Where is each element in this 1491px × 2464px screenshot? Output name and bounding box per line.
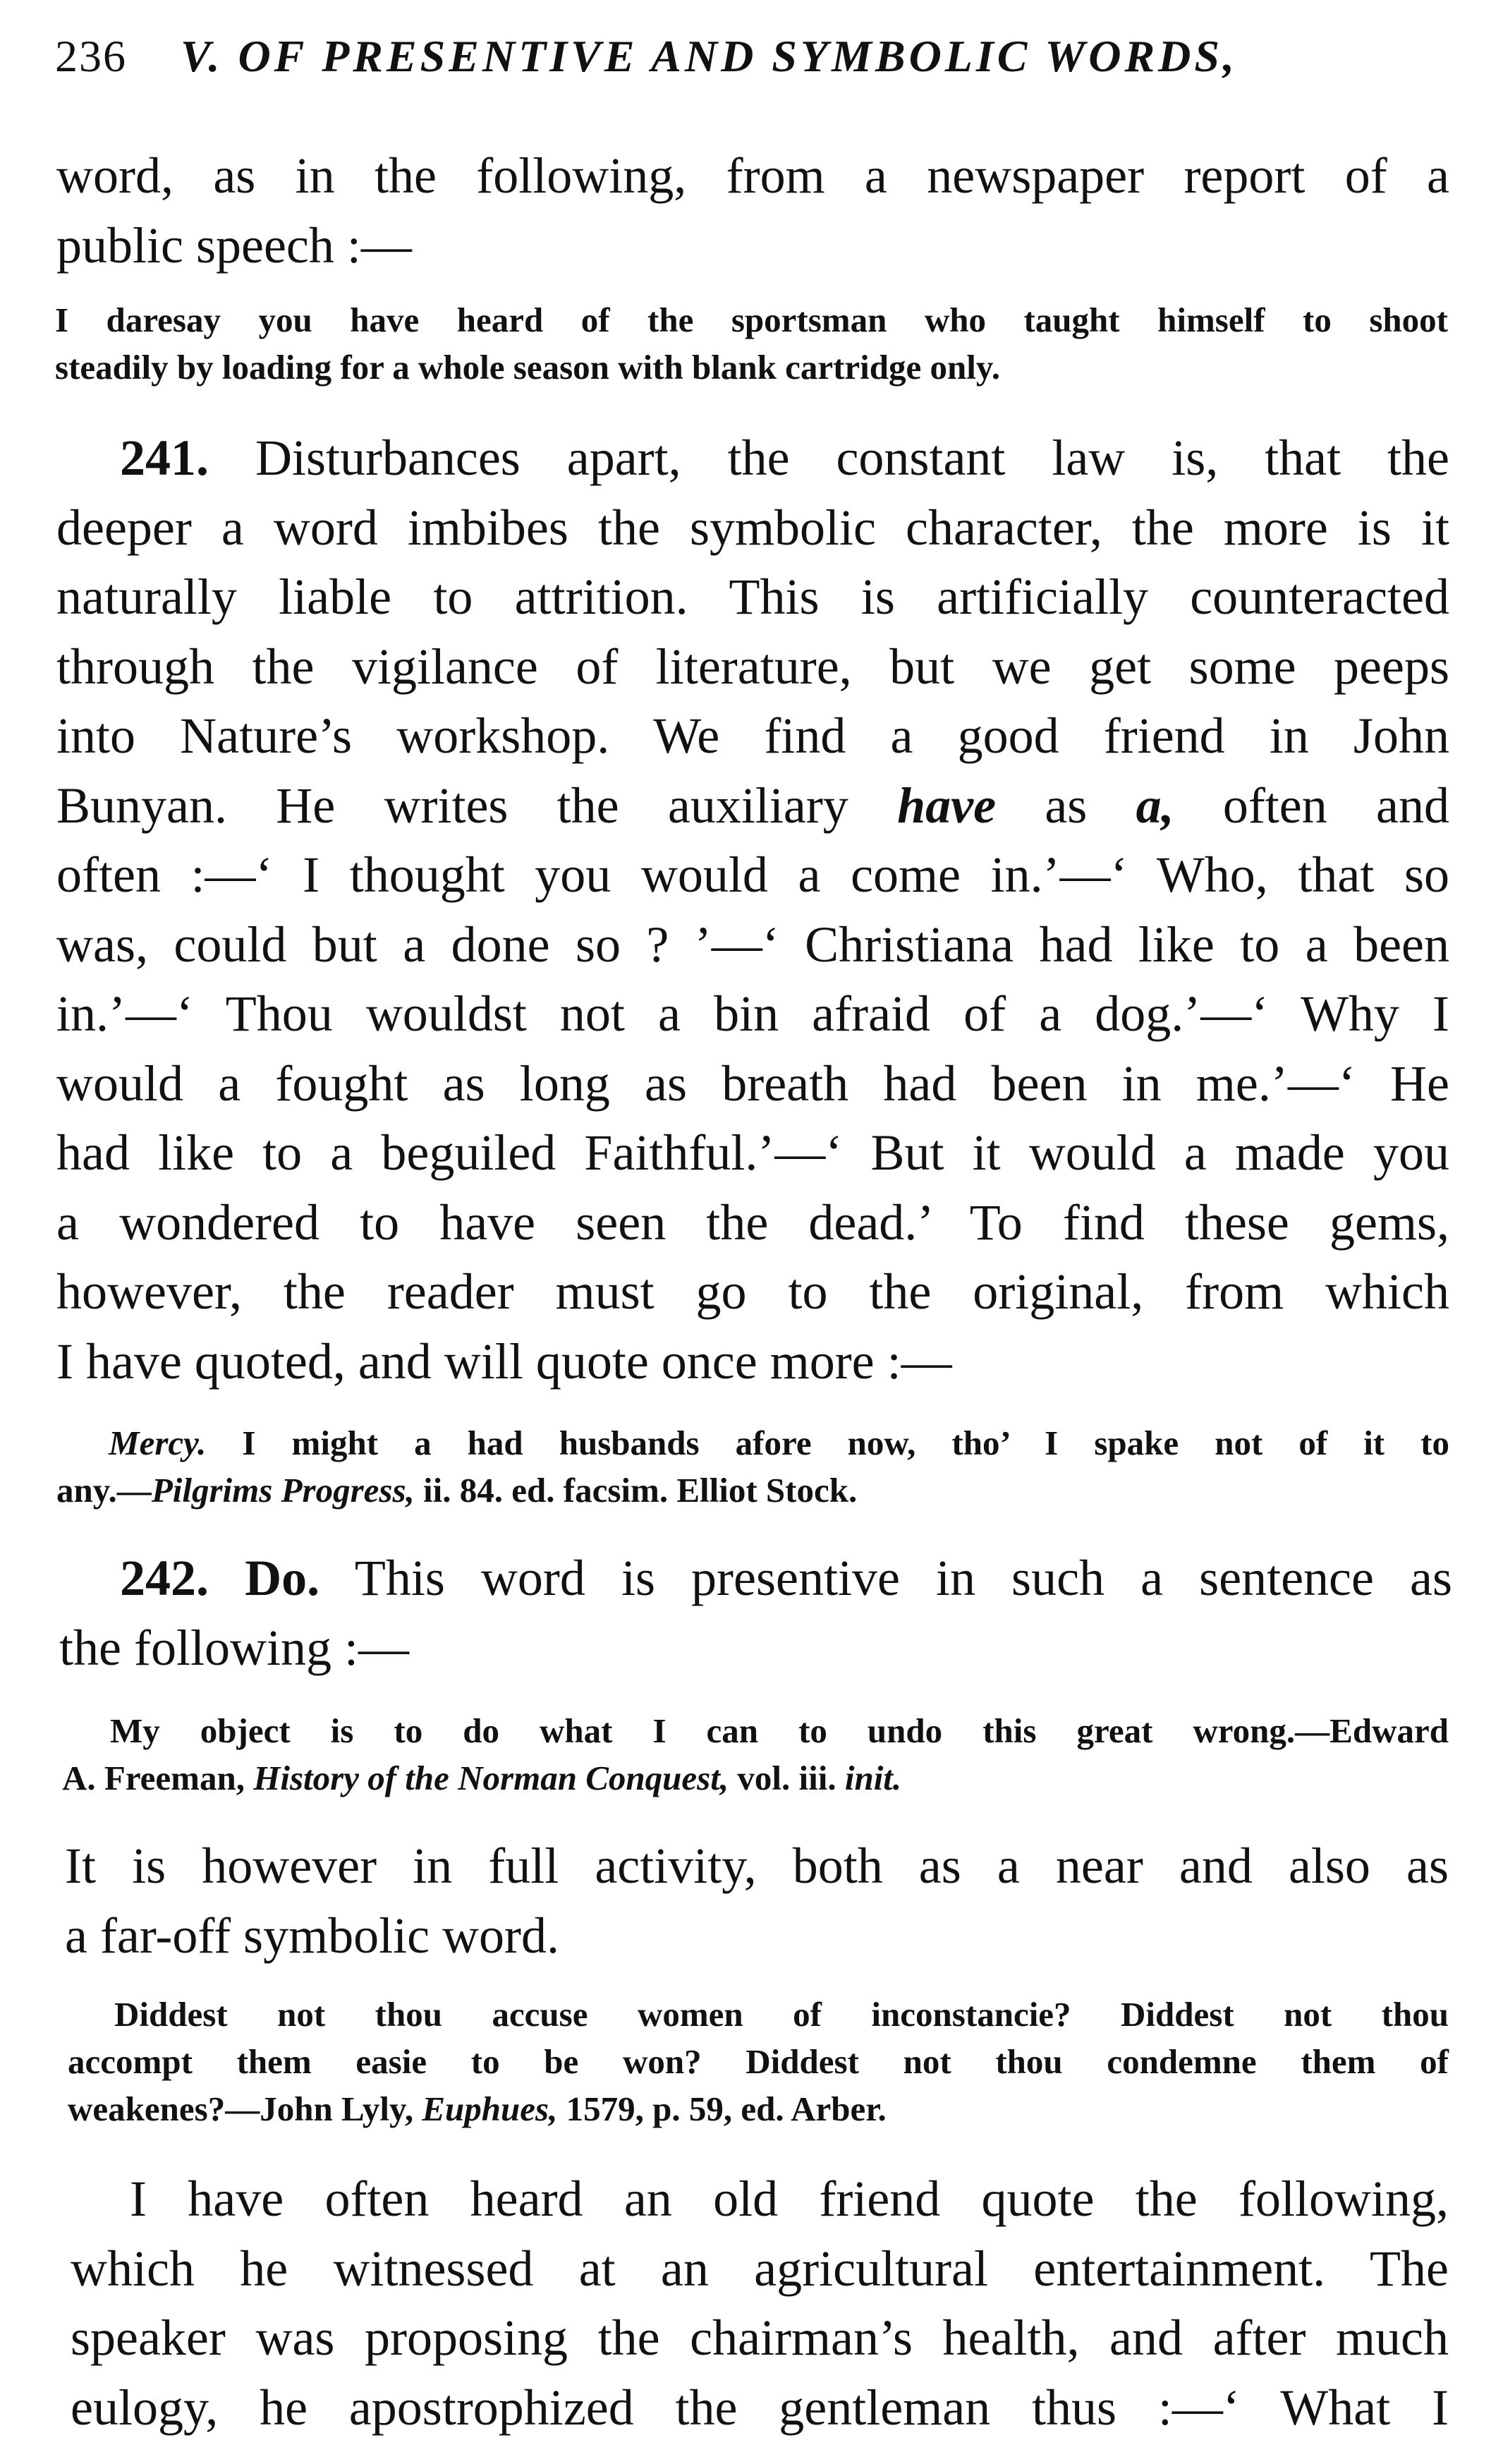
text-segment: ii. 84. ed. facsim. Elliot Stock.	[423, 1471, 858, 1510]
text-line: word, as in the following, from a newspaper report of a	[56, 147, 1449, 204]
text-line: had like to a beguiled Faithful.’—‘ But it would a made you	[56, 1124, 1449, 1181]
text-segment: Disturbances apart, the constant law is, that the	[255, 430, 1450, 486]
text-line: I have quoted, and will quote once more :—	[56, 1333, 952, 1390]
source-title: Pilgrims Progress,	[151, 1471, 415, 1510]
text-line: into Nature’s workshop. We find a good friend in John	[56, 708, 1449, 764]
headword: Do.	[245, 1550, 320, 1606]
text-segment: 1579, p. 59, ed. Arber.	[566, 2089, 887, 2128]
quote-line	[56, 1467, 1449, 1514]
block-quote-freeman	[62, 1707, 1449, 1802]
quote-line	[62, 1754, 1449, 1802]
quote-line: Diddest not thou accuse women of inconstancie? Diddest not thou	[114, 1995, 1449, 2034]
block-quote-lyly	[68, 1991, 1449, 2132]
running-title: V. OF PRESENTIVE AND SYMBOLIC WORDS,	[181, 31, 1238, 81]
text-line: It is however in full activity, both as a near and also as	[65, 1838, 1449, 1894]
section-first-line	[59, 1543, 1452, 1613]
text-segment: weakenes?—John Lyly,	[68, 2089, 414, 2128]
quote-line: I daresay you have heard of the sportsman who taught himself to shoot	[55, 301, 1448, 339]
text-line: speaker was proposing the chairman’s health, and after much	[71, 2310, 1449, 2366]
section-242	[59, 1543, 1452, 1682]
text-line: the following :—	[59, 1619, 409, 1676]
text-line: would a fought as long as breath had been in me.’—‘ He	[56, 1055, 1449, 1112]
emphasis-a: a,	[1136, 777, 1174, 834]
source-title: Euphues,	[422, 2089, 558, 2128]
text-line: however, the reader must go to the original, from which	[56, 1263, 1449, 1320]
page-number: 236	[55, 31, 127, 81]
section-number: 241.	[120, 430, 209, 486]
text-line: a wondered to have seen the dead.’ To find these gems,	[56, 1194, 1449, 1251]
block-quote-sportsman	[55, 296, 1448, 391]
speaker-name: Mercy.	[109, 1424, 207, 1462]
text-segment: I might a had husbands afore now, tho’ I spake not of it to	[242, 1424, 1449, 1462]
text-line: deeper a word imbibes the symbolic character, the more is it	[56, 499, 1449, 556]
text-segment: Bunyan. He writes the auxiliary	[56, 777, 848, 834]
text-line: I have often heard an old friend quote the following,	[130, 2171, 1449, 2227]
section-first-line	[56, 423, 1449, 493]
bunyan-line	[56, 771, 1449, 841]
section-241	[56, 423, 1449, 1396]
text-line: was, could but a done so ? ’—‘ Christiana had like to a been	[56, 916, 1449, 973]
text-segment: init.	[844, 1759, 902, 1797]
quote-line: steadily by loading for a whole season with blank cartridge only.	[55, 348, 1000, 387]
text-line: a far-off symbolic word.	[65, 1907, 560, 1964]
text-segment: vol. iii.	[737, 1759, 836, 1797]
quote-line: My object is to do what I can to undo this great wrong.—Edward	[110, 1711, 1449, 1750]
text-segment: This word is presentive in such a sentence as	[354, 1550, 1453, 1606]
text-line: which he witnessed at an agricultural entertainment. The	[71, 2240, 1449, 2297]
text-line: through the vigilance of literature, but we get some peeps	[56, 638, 1449, 695]
text-segment: as	[1045, 777, 1088, 834]
paragraph-after-242	[65, 1831, 1449, 1970]
quote-line: accompt them easie to be won? Diddest not thou condemne them of	[68, 2042, 1449, 2081]
source-title: History of the Norman Conquest,	[253, 1759, 729, 1797]
text-line: public speech :—	[56, 217, 412, 274]
quote-line	[68, 2085, 1449, 2132]
text-line: eulogy, he apostrophized the gentleman thus :—‘ What I	[71, 2379, 1449, 2436]
text-segment: often and	[1222, 777, 1449, 834]
running-header	[55, 28, 1437, 85]
text-segment: any.—	[56, 1471, 152, 1510]
text-segment: A. Freeman,	[62, 1759, 245, 1797]
emphasis-have: have	[897, 777, 997, 834]
paragraph-final	[71, 2164, 1449, 2442]
section-number: 242.	[120, 1550, 209, 1606]
text-line: naturally liable to attrition. This is artificially counteracted	[56, 569, 1449, 625]
text-line: often :—‘ I thought you would a come in.’—‘ Who, that so	[56, 846, 1449, 903]
text-line: in.’—‘ Thou wouldst not a bin afraid of a dog.’—‘ Why I	[56, 985, 1449, 1042]
paragraph-intro	[56, 141, 1449, 280]
block-quote-mercy	[56, 1419, 1449, 1514]
quote-line	[56, 1419, 1449, 1467]
